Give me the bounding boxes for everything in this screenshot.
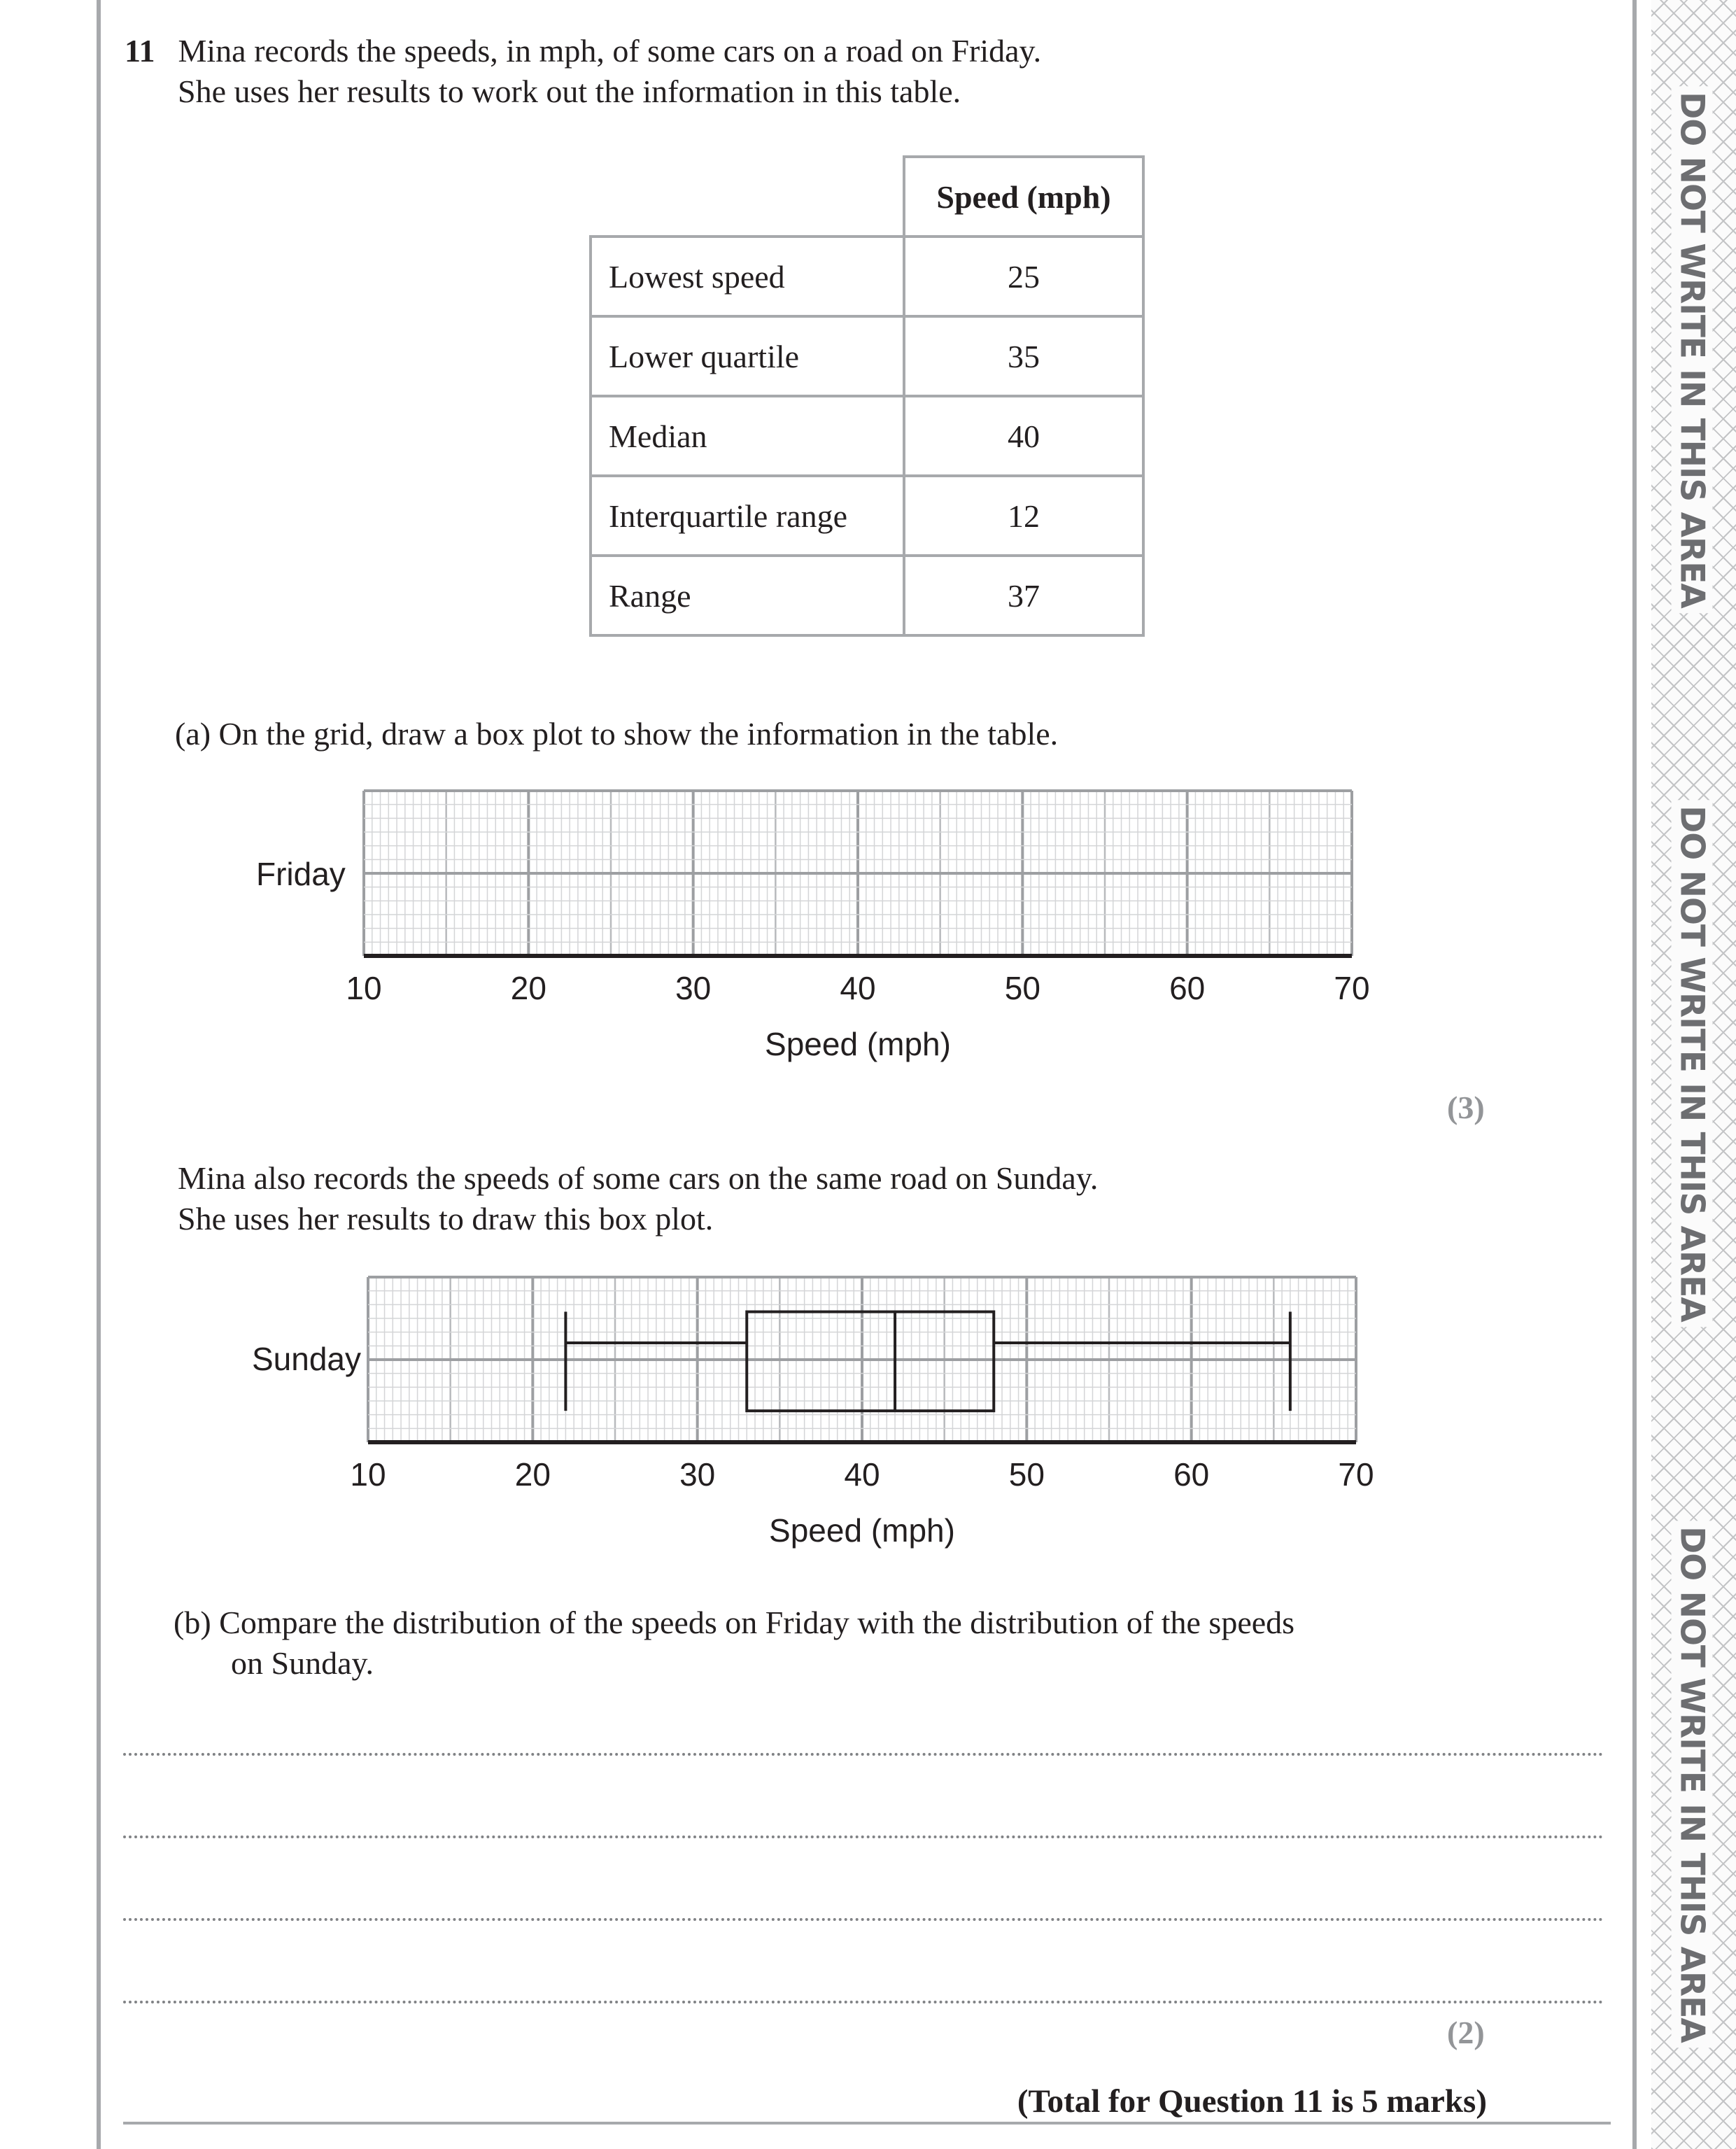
question-total: (Total for Question 11 is 5 marks)	[1017, 2083, 1487, 2120]
table-row-label: Range	[591, 556, 904, 635]
x-tick-label: 10	[350, 1456, 386, 1493]
x-tick-label: 10	[346, 970, 382, 1006]
table-corner	[591, 157, 904, 237]
grid	[364, 791, 1352, 956]
table-row-value: 40	[904, 396, 1143, 476]
answer-line[interactable]	[123, 2001, 1604, 2003]
sunday-intro-line2: She uses her results to draw this box plot.	[178, 1201, 714, 1236]
table-row-value: 35	[904, 316, 1143, 396]
friday-label: Friday	[256, 856, 346, 892]
table-row-label: Interquartile range	[591, 476, 904, 556]
part-a-question: (a) On the grid, draw a box plot to show the information in the table.	[175, 716, 1059, 752]
x-tick-label: 30	[679, 1456, 716, 1493]
x-tick-label: 60	[1173, 1456, 1210, 1493]
x-tick-label: 20	[514, 1456, 551, 1493]
x-axis-label: Speed (mph)	[769, 1512, 955, 1549]
table-row-value: 37	[904, 556, 1143, 635]
sunday-intro-line1: Mina also records the speeds of some cars on the same road on Sunday.	[178, 1160, 1099, 1196]
answer-line[interactable]	[123, 1836, 1604, 1838]
part-b-question-line1: (b) Compare the distribution of the speeds on Friday with the distribution of the speeds	[174, 1605, 1295, 1640]
table-row-label: Lowest speed	[591, 237, 904, 316]
x-axis-label: Speed (mph)	[765, 1026, 951, 1062]
grid	[368, 1277, 1356, 1442]
x-tick-label: 40	[844, 1456, 880, 1493]
question-number: 11	[125, 33, 155, 69]
question-intro-line1: Mina records the speeds, in mph, of some cars on a road on Friday.	[178, 33, 1042, 69]
x-tick-label: 70	[1338, 1456, 1374, 1493]
part-b-question-line2: on Sunday.	[231, 1645, 374, 1681]
sunday-box-plot-chart	[340, 1270, 1411, 1564]
table-row-value: 12	[904, 476, 1143, 556]
table-row	[591, 316, 1143, 396]
table-header: Speed (mph)	[904, 157, 1143, 237]
table-row	[591, 556, 1143, 635]
table-row	[591, 396, 1143, 476]
table-row-label: Lower quartile	[591, 316, 904, 396]
sunday-label: Sunday	[252, 1341, 362, 1377]
table-row	[591, 476, 1143, 556]
table-row	[591, 237, 1143, 316]
x-tick-label: 60	[1169, 970, 1206, 1006]
x-tick-label: 50	[1008, 1456, 1045, 1493]
answer-line[interactable]	[123, 1753, 1604, 1756]
friday-box-plot-grid[interactable]	[336, 784, 1406, 1078]
table-row-value: 25	[904, 237, 1143, 316]
speed-table	[589, 155, 1145, 637]
x-tick-label: 40	[840, 970, 876, 1006]
part-a-marks: (3)	[1447, 1090, 1485, 1125]
x-tick-label: 50	[1004, 970, 1040, 1006]
table-row-label: Median	[591, 396, 904, 476]
x-tick-label: 30	[675, 970, 712, 1006]
question-intro-line2: She uses her results to work out the information in this table.	[178, 73, 961, 109]
right-margin-rule	[1632, 0, 1637, 2149]
x-tick-label: 70	[1334, 970, 1370, 1006]
answer-line[interactable]	[123, 1918, 1604, 1921]
x-tick-label: 20	[510, 970, 546, 1006]
left-margin-rule	[97, 0, 101, 2149]
bottom-rule	[123, 2122, 1611, 2125]
part-b-marks: (2)	[1447, 2015, 1485, 2050]
question-intro	[125, 31, 1041, 71]
